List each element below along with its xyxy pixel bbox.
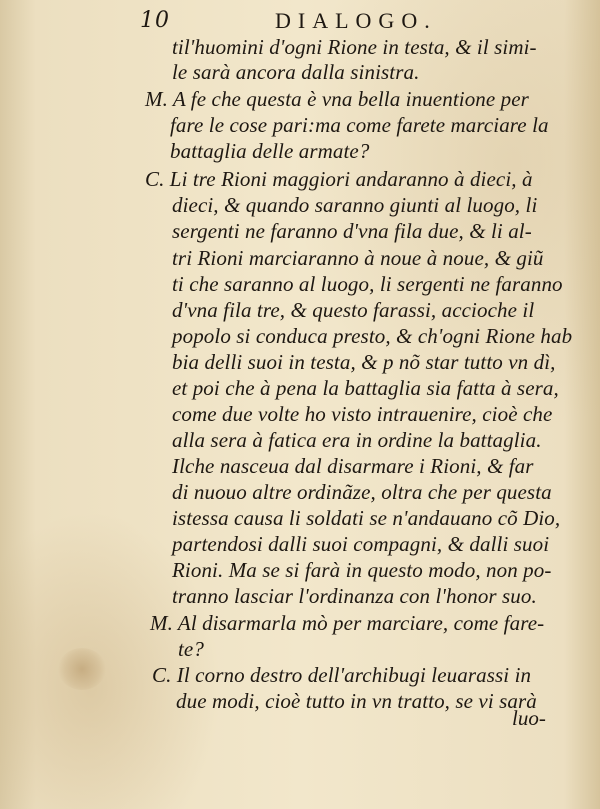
text-line: til'huomini d'ogni Rione in testa, & il simi-	[172, 35, 537, 59]
text-line: le sarà ancora dalla sinistra.	[172, 60, 420, 84]
text-line: alla sera à fatica era in ordine la battaglia.	[172, 428, 542, 452]
text-line: popolo si conduca presto, & ch'ogni Rione hab	[172, 324, 573, 348]
text-line: fare le cose pari:ma come farete marciare la	[170, 113, 549, 137]
catchword: luo-	[512, 706, 546, 730]
text-line: tranno lasciar l'ordinanza con l'honor suo.	[172, 584, 537, 608]
text-line: ti che saranno al luogo, li sergenti ne faranno	[172, 272, 563, 296]
text-line: M. Al disarmarla mò per marciare, come fare-	[150, 611, 545, 635]
text-line: due modi, cioè tutto in vn tratto, se vi sarà	[176, 689, 537, 713]
running-head: DIALOGO.	[275, 8, 437, 33]
text-line: te?	[178, 637, 204, 661]
text-line: sergenti ne faranno d'vna fila due, & li al-	[172, 219, 532, 243]
paper-stain	[58, 648, 106, 690]
text-line: M. A fe che questa è vna bella inuentione per	[145, 87, 529, 111]
text-line: et poi che à pena la battaglia sia fatta à sera,	[172, 376, 559, 400]
text-line: dieci, & quando saranno giunti al luogo, li	[172, 193, 538, 217]
text-line: tri Rioni marciaranno à noue à noue, & giũ	[172, 246, 544, 270]
text-line: bia delli suoi in testa, & p nõ star tutto vn dì,	[172, 350, 556, 374]
text-line: Ilche nasceua dal disarmare i Rioni, & far	[172, 454, 534, 478]
text-line: Rioni. Ma se si farà in questo modo, non po-	[172, 558, 552, 582]
text-line: istessa causa li soldati se n'andauano cõ Dio,	[172, 506, 561, 530]
text-line: d'vna fila tre, & questo farassi, accioche il	[172, 298, 535, 322]
text-line: di nuouo altre ordinãze, oltra che per questa	[172, 480, 552, 504]
text-line: battaglia delle armate?	[170, 139, 370, 163]
text-line: partendosi dalli suoi compagni, & dalli suoi	[172, 532, 550, 556]
page-number: 10	[140, 8, 170, 33]
text-line: come due volte ho visto intrauenire, cioè che	[172, 402, 553, 426]
text-line: C. Li tre Rioni maggiori andaranno à dieci, à	[145, 167, 533, 191]
text-line: C. Il corno destro dell'archibugi leuarassi in	[152, 663, 532, 687]
